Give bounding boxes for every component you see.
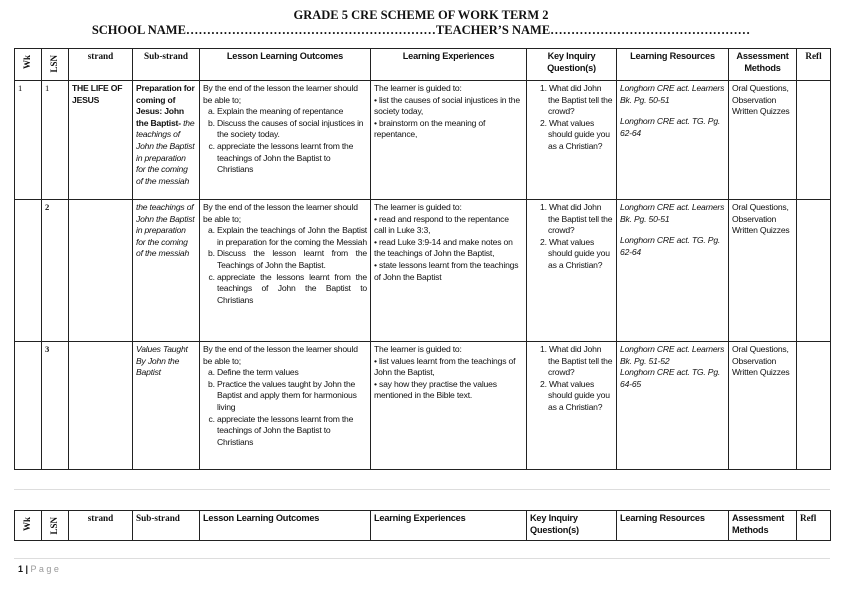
resource-item: Longhorn CRE act. Learners Bk. Pg. 50-51 <box>620 202 725 224</box>
assessment-cell: Oral Questions, Observation Written Quizzes <box>729 200 797 342</box>
page-separator <box>14 489 830 490</box>
lsn-cell: 2 <box>42 200 69 342</box>
resource-item: Longhorn CRE act. TG. Pg. 62-64 <box>620 116 721 138</box>
inquiry-item: 1. What did John the Baptist tell the crowd? <box>540 83 613 117</box>
page-number: 1 <box>18 564 24 574</box>
inquiry-item: 1. What did John the Baptist tell the crowd? <box>540 202 613 236</box>
school-teacher-line: SCHOOL NAME……………………………………………………TEACHER’S NAME………………………………………… <box>91 23 751 37</box>
strand-cell: THE LIFE OF JESUS <box>69 81 133 200</box>
refl-cell <box>797 200 831 342</box>
inquiry-cell <box>527 81 617 200</box>
outcomes-cell <box>200 342 371 470</box>
substrand-cell: Values Taught By John the Baptist <box>133 342 200 470</box>
outcome-item: c. appreciate the lessons learnt from the teachings of John the Baptist to Christians <box>217 272 367 307</box>
experience-item: • list the causes of social injustices in the society today, <box>374 94 520 117</box>
col-header-experiences: Learning Experiences <box>371 49 527 81</box>
resource-item: Longhorn CRE act. Learners Bk. Pg. 51-52 <box>620 344 725 366</box>
experience-item: • brainstorm on the meaning of repentance, <box>374 117 486 140</box>
lsn-cell: 1 <box>42 81 69 200</box>
col-header-substrand: Sub-strand <box>133 511 200 541</box>
outcome-item: b. Practice the values taught by John the Baptist and apply them for harmonious living <box>217 379 367 414</box>
assessment-cell: Oral Questions, Observation Written Quizzes <box>729 81 797 200</box>
inquiry-item: 2. What values should guide you as a Christian? <box>540 236 610 270</box>
title-line: GRADE 5 CRE SCHEME OF WORK TERM 2 <box>293 8 549 22</box>
col-header-lsn: LSN <box>42 49 69 81</box>
header-row <box>15 511 831 541</box>
scheme-of-work-table <box>14 48 831 470</box>
outcomes-intro: By the end of the lesson the learner should be able to; <box>203 83 358 105</box>
outcomes-intro: By the end of the lesson the learner should be able to; <box>203 202 358 224</box>
outcome-item: b. Discuss the causes of social injustices in the society today. <box>217 118 367 141</box>
col-header-resources: Learning Resources <box>617 511 729 541</box>
experiences-cell <box>371 342 527 470</box>
col-header-substrand: Sub-strand <box>133 49 200 81</box>
substrand-italic: the teachings of John the Baptist in preparation for the coming of the messiah <box>136 117 195 186</box>
col-header-wk: Wk <box>15 49 42 81</box>
col-header-strand: strand <box>69 511 133 541</box>
col-header-experiences: Learning Experiences <box>371 511 527 541</box>
outcome-item: c. appreciate the lessons learnt from the teachings of John the Baptist to Christians <box>217 414 367 449</box>
col-header-outcomes: Lesson Learning Outcomes <box>200 511 371 541</box>
wk-cell: 1 <box>15 81 42 200</box>
experience-item: • state lessons learnt from the teachings of John the Baptist <box>374 259 519 282</box>
resource-item: Longhorn CRE act. TG. Pg. 64-65 <box>620 367 721 389</box>
col-header-refl: Refl <box>797 49 831 81</box>
experience-item: • read and respond to the repentance call in Luke 3:3, <box>374 213 509 236</box>
outcomes-cell <box>200 81 371 200</box>
col-header-refl: Refl <box>797 511 831 541</box>
table-row <box>15 81 831 200</box>
experiences-intro: The learner is guided to: <box>374 83 462 93</box>
outcome-item: a. Explain the teachings of John the Baptist in preparation for the coming the Messiah <box>217 225 367 248</box>
outcomes-intro: By the end of the lesson the learner should be able to; <box>203 344 358 366</box>
wk-cell <box>15 200 42 342</box>
inquiry-cell <box>527 342 617 470</box>
outcomes-cell <box>200 200 371 342</box>
experience-item: • read Luke 3:9-14 and make notes on the teachings of John the Baptist, <box>374 236 513 259</box>
resources-cell <box>617 200 729 342</box>
refl-cell <box>797 81 831 200</box>
page-footer <box>18 564 59 574</box>
resources-cell <box>617 81 729 200</box>
substrand-bold: Preparation for coming of Jesus: John the Baptist- <box>136 83 195 128</box>
substrand-cell: the teachings of John the Baptist in preparation for the coming of the messiah <box>133 200 200 342</box>
col-header-assessment: Assessment Methods <box>729 49 797 81</box>
page-label: P a g e <box>30 564 59 574</box>
experiences-intro: The learner is guided to: <box>374 202 462 212</box>
strand-cell <box>69 342 133 470</box>
scheme-of-work-table-continued <box>14 510 831 541</box>
table-row <box>15 342 831 470</box>
inquiry-item: 2. What values should guide you as a Christian? <box>540 117 610 151</box>
lsn-cell: 3 <box>42 342 69 470</box>
col-header-inquiry: Key Inquiry Question(s) <box>527 511 617 541</box>
resources-cell <box>617 342 729 470</box>
substrand-cell <box>133 81 200 200</box>
inquiry-item: 2. What values should guide you as a Christian? <box>540 378 610 412</box>
experiences-cell <box>371 200 527 342</box>
col-header-wk: Wk <box>15 511 42 541</box>
experiences-intro: The learner is guided to: <box>374 344 462 354</box>
col-header-strand: strand <box>69 49 133 81</box>
header-row <box>15 49 831 81</box>
page-separator-bar: | <box>23 564 31 574</box>
refl-cell <box>797 342 831 470</box>
assessment-cell: Oral Questions, Observation Written Quizzes <box>729 342 797 470</box>
outcome-item: a. Explain the meaning of repentance <box>217 106 367 118</box>
outcome-item: c. appreciate the lessons learnt from the teachings of John the Baptist to Christians <box>217 141 367 176</box>
resource-item: Longhorn CRE act. Learners Bk. Pg. 50-51 <box>620 83 725 105</box>
inquiry-item: 1. What did John the Baptist tell the crowd? <box>540 344 613 378</box>
col-header-outcomes: Lesson Learning Outcomes <box>200 49 371 81</box>
resource-item: Longhorn CRE act. TG. Pg. 62-64 <box>620 235 721 257</box>
experience-item: • list values learnt from the teachings of John the Baptist, <box>374 355 516 378</box>
col-header-lsn: LSN <box>42 511 69 541</box>
table-row <box>15 200 831 342</box>
footer-separator <box>14 558 830 559</box>
experience-item: • say how they practise the values mentioned in the Bible text. <box>374 378 497 401</box>
outcome-item: b. Discuss the lesson learnt from the Teachings of John the Baptist. <box>217 248 367 271</box>
outcome-item: a. Define the term values <box>217 367 367 379</box>
col-header-assessment: Assessment Methods <box>729 511 797 541</box>
col-header-resources: Learning Resources <box>617 49 729 81</box>
strand-cell <box>69 200 133 342</box>
experiences-cell <box>371 81 527 200</box>
inquiry-cell <box>527 200 617 342</box>
document-title <box>0 8 842 38</box>
col-header-inquiry: Key Inquiry Question(s) <box>527 49 617 81</box>
wk-cell <box>15 342 42 470</box>
